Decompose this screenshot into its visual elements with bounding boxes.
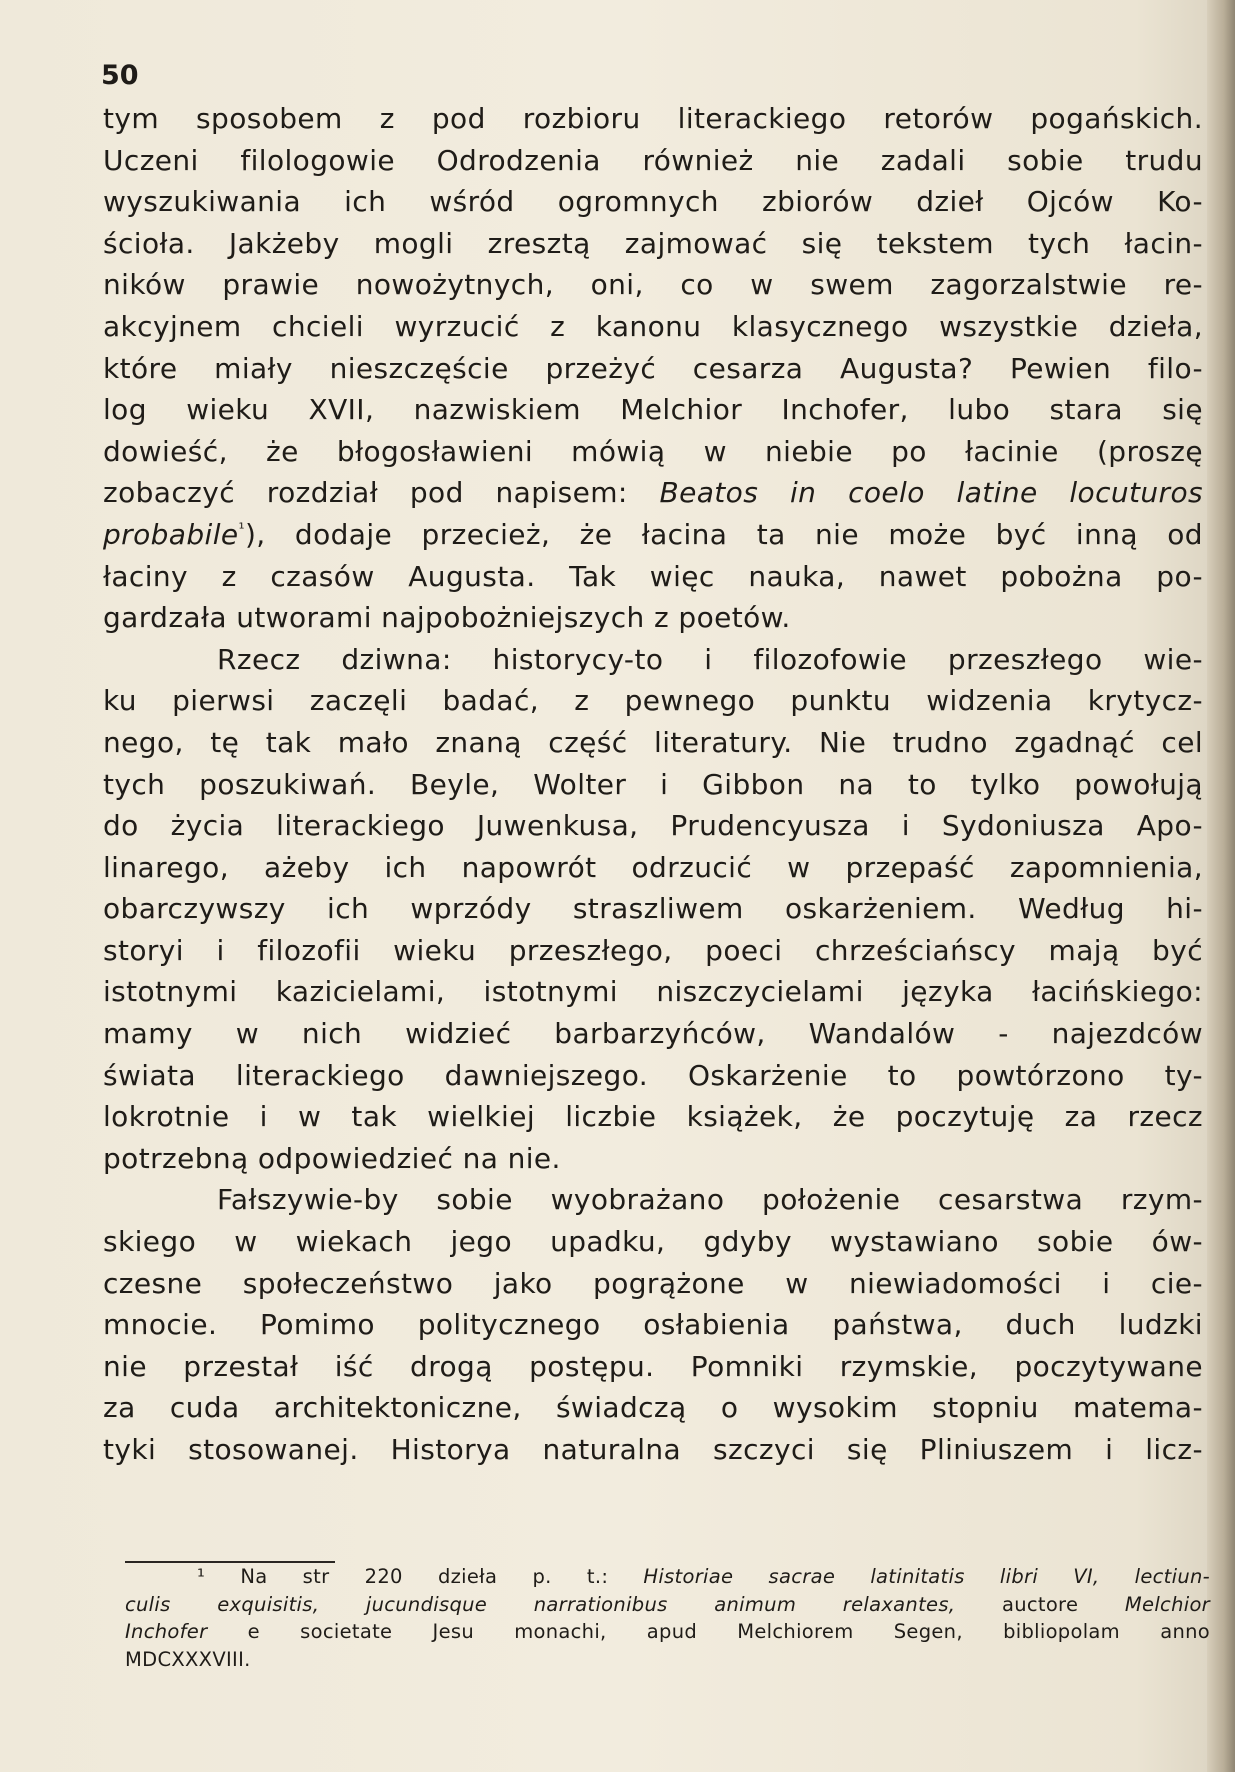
text-line-18 — [103, 805, 1203, 847]
text-run: mnocie. Pomimo politycznego osłabienia państwa, duch ludzki — [103, 1308, 1203, 1342]
italic-text: culis exquisitis, jucundisque narrationibus animum relaxantes, — [125, 1592, 956, 1616]
text-line-10 — [103, 472, 1203, 514]
footnote-marker: ¹ — [238, 519, 245, 538]
text-run: e societate Jesu monachi, apud Melchiorem Segen, bibliopolam anno — [207, 1620, 1210, 1643]
text-run: potrzebną odpowiedzieć na nie. — [103, 1141, 561, 1175]
page-edge — [1207, 0, 1235, 1772]
text-run: tych poszukiwań. Beyle, Wolter i Gibbon na to tylko powołują — [103, 767, 1203, 801]
text-line-6 — [103, 306, 1203, 348]
text-run: obarczywszy ich wprzódy straszliwem oskarżeniem. Według hi- — [103, 892, 1203, 926]
text-line-23 — [103, 1013, 1203, 1055]
italic-text: Melchior — [1124, 1592, 1210, 1616]
text-line-29 — [103, 1263, 1203, 1305]
text-line-26 — [103, 1138, 1203, 1180]
italic-text: Beatos in coelo latine locuturos — [659, 476, 1203, 510]
text-run: ników prawie nowożytnych, oni, co w swem zagorzalstwie re- — [103, 268, 1203, 302]
text-line-25 — [103, 1096, 1203, 1138]
text-line-32 — [103, 1387, 1203, 1429]
text-run: log wieku XVII, nazwiskiem Melchior Inchofer, lubo stara się — [103, 393, 1203, 427]
text-run: mamy w nich widzieć barbarzyńców, Wandalów - najezdców — [103, 1017, 1203, 1051]
text-run: tyki stosowanej. Historya naturalna szczyci się Pliniuszem i licz- — [103, 1433, 1203, 1466]
text-line-27 — [103, 1179, 1203, 1221]
page-number: 50 — [101, 60, 139, 91]
footnotes — [125, 1563, 1210, 1673]
italic-text: probabile — [103, 517, 239, 551]
text-run: Fałszywie-by sobie wyobrażano położenie cesarstwa rzym- — [217, 1183, 1203, 1217]
text-run: ku pierwsi zaczęli badać, z pewnego punktu widzenia krytycz- — [103, 684, 1203, 718]
text-line-9 — [103, 431, 1203, 473]
italic-text: Inchofer — [125, 1620, 208, 1643]
text-run: nie przestał iść drogą postępu. Pomniki rzymskie, poczytywane — [103, 1349, 1203, 1383]
text-line-28 — [103, 1221, 1203, 1263]
text-run: łaciny z czasów Augusta. Tak więc nauka, nawet pobożna po- — [103, 559, 1203, 593]
text-line-22 — [103, 971, 1203, 1013]
text-line-30 — [103, 1304, 1203, 1346]
text-line-12 — [103, 556, 1203, 598]
text-run: za cuda architektoniczne, świadczą o wysokim stopniu matema- — [103, 1391, 1203, 1425]
text-run: wyszukiwania ich wśród ogromnych zbiorów dzieł Ojców Ko- — [103, 185, 1203, 219]
text-line-7 — [103, 348, 1203, 390]
text-run: gardzała utworami najpobożniejszych z poetów. — [103, 601, 791, 635]
footnote-line-3 — [125, 1618, 1210, 1646]
text-run: nego, tę tak mało znaną część literatury. Nie trudno zgadnąć cel — [103, 725, 1203, 759]
text-run: Rzecz dziwna: historycy-to i filozofowie przeszłego wie- — [217, 642, 1203, 676]
text-line-5 — [103, 264, 1203, 306]
text-line-20 — [103, 888, 1203, 930]
text-run: ), dodaje przecież, że łacina ta nie może być inną od — [244, 517, 1203, 551]
italic-text: Historiae sacrae latinitatis libri VI, lectiun- — [643, 1565, 1211, 1588]
text-line-21 — [103, 930, 1203, 972]
text-line-17 — [103, 764, 1203, 806]
text-run: auctore — [955, 1592, 1125, 1616]
text-run: ¹ Na str 220 dzieła p. t.: — [197, 1565, 644, 1588]
text-run: dowieść, że błogosławieni mówią w niebie po łacinie (proszę — [103, 434, 1203, 468]
text-run: ścioła. Jakżeby mogli zresztą zajmować się tekstem tych łacin- — [103, 226, 1203, 260]
text-run: czesne społeczeństwo jako pogrążone w niewiadomości i cie- — [103, 1266, 1203, 1300]
text-run: Uczeni filologowie Odrodzenia również nie zadali sobie trudu — [103, 143, 1203, 177]
footnote-line-4 — [125, 1646, 1210, 1674]
text-line-4 — [103, 223, 1203, 265]
text-run: do życia literackiego Juwenkusa, Prudencyusza i Sydoniusza Apo- — [103, 809, 1203, 843]
text-line-31 — [103, 1346, 1203, 1388]
main-text — [103, 98, 1203, 1471]
footnote-line-1 — [125, 1563, 1210, 1591]
text-run: istotnymi kazicielami, istotnymi niszczycielami języka łacińskiego: — [103, 975, 1203, 1009]
text-line-19 — [103, 847, 1203, 889]
text-run: linarego, ażeby ich napowrót odrzucić w przepaść zapomnienia, — [103, 850, 1203, 884]
text-run: które miały nieszczęście przeżyć cesarza Augusta? Pewien filo- — [103, 351, 1203, 385]
text-line-2 — [103, 140, 1203, 182]
text-run: skiego w wiekach jego upadku, gdyby wystawiano sobie ów- — [103, 1225, 1203, 1259]
text-line-15 — [103, 680, 1203, 722]
text-run: świata literackiego dawniejszego. Oskarżenie to powtórzono ty- — [103, 1058, 1203, 1092]
text-run: zobaczyć rozdział pod napisem: — [103, 476, 660, 510]
text-line-3 — [103, 181, 1203, 223]
footnote-line-2 — [125, 1591, 1210, 1619]
text-line-8 — [103, 389, 1203, 431]
text-line-13 — [103, 597, 1203, 639]
text-line-1 — [103, 98, 1203, 140]
text-run: tym sposobem z pod rozbioru literackiego retorów pogańskich. — [103, 102, 1203, 135]
text-run: akcyjnem chcieli wyrzucić z kanonu klasycznego wszystkie dzieła, — [103, 309, 1203, 343]
text-run: lokrotnie i w tak wielkiej liczbie książek, że poczytuję za rzecz — [103, 1100, 1203, 1134]
text-line-11 — [103, 514, 1203, 556]
text-line-24 — [103, 1055, 1203, 1097]
text-line-33 — [103, 1429, 1203, 1471]
text-run: MDCXXXVIII. — [125, 1647, 251, 1671]
text-line-14 — [103, 639, 1203, 681]
text-run: storyi i filozofii wieku przeszłego, poeci chrześciańscy mają być — [103, 933, 1203, 967]
text-line-16 — [103, 722, 1203, 764]
